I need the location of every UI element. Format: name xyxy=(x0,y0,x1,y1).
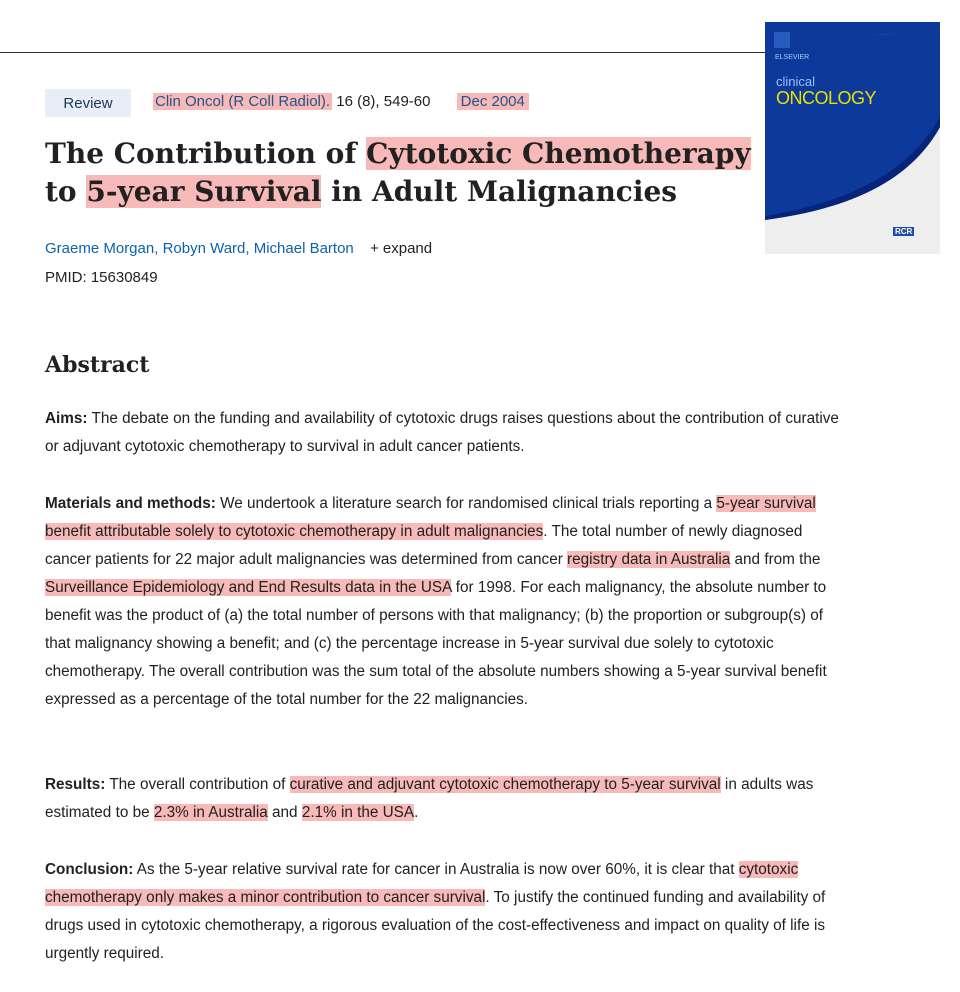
author-link[interactable]: Michael Barton xyxy=(253,240,354,257)
section-text: The overall contribution of xyxy=(105,776,290,793)
elsevier-logo-icon xyxy=(774,32,790,48)
section-text: in adults was estimated to be xyxy=(45,776,814,821)
cover-title-line1: clinical xyxy=(776,74,816,89)
highlighted-text: cytotoxic chemotherapy only makes a minor contribution to cancer survival xyxy=(45,861,799,906)
author-link[interactable]: Robyn Ward xyxy=(162,240,246,257)
abstract-conclusion xyxy=(45,856,845,968)
highlighted-text: 2.3% in Australia xyxy=(153,804,268,821)
title-highlight: 5-year Survival xyxy=(86,175,322,208)
title-part: The Contribution of xyxy=(45,137,367,170)
abstract-methods xyxy=(45,490,845,714)
citation xyxy=(153,93,529,110)
article-type-badge: Review xyxy=(45,89,131,117)
article-title xyxy=(45,135,765,211)
section-text: As the 5-year relative survival rate for cancer in Australia is now over 60%, it is clear that xyxy=(133,861,739,878)
section-text: We undertook a literature search for randomised clinical trials reporting a xyxy=(215,495,717,512)
section-label: Conclusion: xyxy=(45,861,134,878)
cover-brand: ELSEVIER xyxy=(775,54,810,61)
title-highlight: Cytotoxic Chemotherapy xyxy=(366,137,751,170)
abstract-aims xyxy=(45,405,845,461)
journal-cover[interactable] xyxy=(765,22,940,254)
title-part: in Adult Malignancies xyxy=(321,175,678,208)
author-link[interactable]: Graeme Morgan xyxy=(45,240,155,257)
abstract-heading: Abstract xyxy=(45,352,150,378)
pmid-value: 15630849 xyxy=(90,269,158,286)
highlighted-text: Surveillance Epidemiology and End Results data in the USA xyxy=(45,579,452,596)
author-list xyxy=(45,240,432,257)
highlighted-text: registry data in Australia xyxy=(567,551,731,568)
volume-pages: 16 (8), 549-60 xyxy=(336,93,431,110)
author-separator: , xyxy=(154,240,163,257)
cover-title-line2: ONCOLOGY xyxy=(776,88,877,108)
section-text: . xyxy=(414,804,419,821)
highlighted-text: curative and adjuvant cytotoxic chemotherapy to 5-year survival xyxy=(289,776,721,793)
title-part: to xyxy=(45,175,87,208)
abstract-results xyxy=(45,771,845,827)
section-text: . To justify the continued funding and availability of drugs used in cytotoxic chemotherapy, a rigorous evaluation of the cost-effectiveness and impact on quality of life is urgently required. xyxy=(45,889,826,962)
pmid xyxy=(45,269,158,286)
section-text: . The total number of newly diagnosed cancer patients for 22 major adult malignancies was determined from cancer xyxy=(45,523,803,568)
section-label: Aims: xyxy=(45,410,88,427)
journal-link[interactable]: Clin Oncol (R Coll Radiol). xyxy=(155,93,331,110)
publication-date: Dec 2004 xyxy=(457,93,529,110)
section-text: The debate on the funding and availability of cytotoxic drugs raises questions about the contribution of curative or adjuvant cytotoxic chemotherapy to survival in adult cancer patients. xyxy=(45,410,839,455)
section-text: and from the xyxy=(730,551,821,568)
expand-authors-button[interactable]: + expand xyxy=(369,240,433,257)
section-label: Results: xyxy=(45,776,106,793)
section-text: and xyxy=(267,804,302,821)
cover-issue-info: · · · · · · · · xyxy=(875,32,894,37)
section-label: Materials and methods: xyxy=(45,495,216,512)
section-text: for 1998. For each malignancy, the absolute number to benefit was the product of (a) the total number of persons with that malignancy; (b) the proportion or subgroup(s) of that malignancy showing a benefit; and (c) the percentage increase in 5-year survival due solely to cytotoxic chemotherapy. The overall contribution was the sum total of the absolute numbers showing a 5-year survival benefit expressed as a percentage of the total number for the 22 malignancies. xyxy=(45,579,827,708)
highlighted-text: 2.1% in the USA xyxy=(301,804,415,821)
cover-publisher-logo: RCR xyxy=(895,227,913,236)
highlighted-text: 5-year survival benefit attributable solely to cytotoxic chemotherapy in adult malignancies xyxy=(45,495,816,540)
header-divider xyxy=(0,52,770,53)
pmid-label: PMID: xyxy=(45,269,91,286)
author-separator: , xyxy=(245,240,254,257)
